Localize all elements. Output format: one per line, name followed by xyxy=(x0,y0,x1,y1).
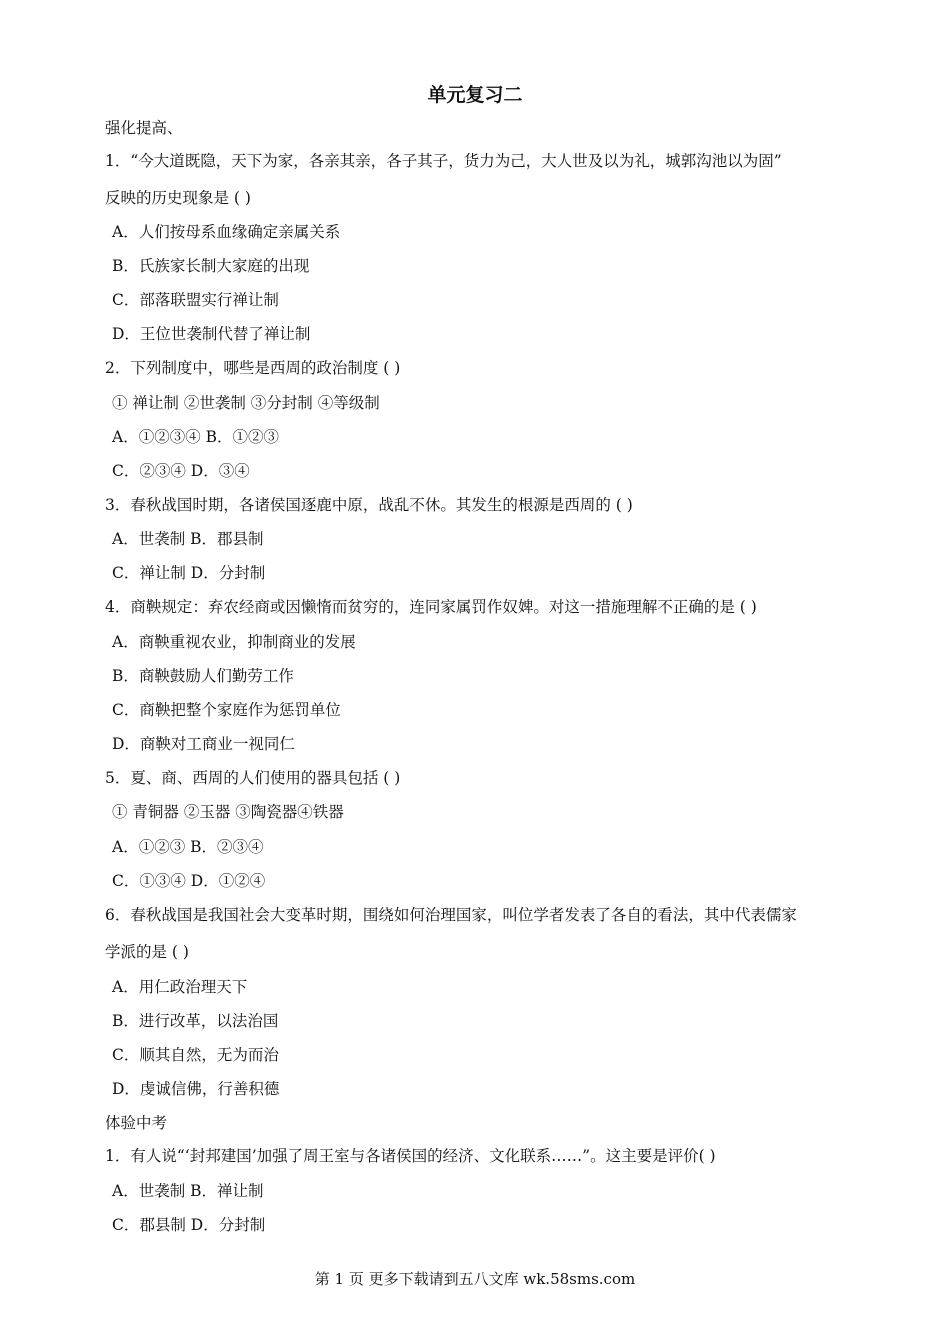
question-5-options-cd: C．①③④ D．①②④ xyxy=(112,872,266,890)
question-3-options-cd: C．禅让制 D．分封制 xyxy=(112,564,266,582)
question-5-options-ab: A．①②③ B．②③④ xyxy=(112,838,264,856)
question-1-stem-cont: 反映的历史现象是 ( ) xyxy=(105,189,251,207)
question-6-option-c: C．顺其自然，无为而治 xyxy=(112,1046,279,1064)
section-heading-exam: 体验中考 xyxy=(105,1114,168,1132)
question-1-option-b: B．氏族家长制大家庭的出现 xyxy=(112,257,310,275)
question-4-option-c: C．商鞅把整个家庭作为惩罚单位 xyxy=(112,701,341,719)
question-1-option-c: C．部落联盟实行禅让制 xyxy=(112,291,279,309)
question-3-stem: 3．春秋战国时期，各诸侯国逐鹿中原，战乱不休。其发生的根源是西周的 ( ) xyxy=(105,496,633,514)
question-6-stem-cont: 学派的是 ( ) xyxy=(105,943,189,961)
question-2-options-ab: A．①②③④ B．①②③ xyxy=(112,428,280,446)
question-2-items: ① 禅让制 ②世袭制 ③分封制 ④等级制 xyxy=(112,394,380,412)
question-1-option-a: A．人们按母系血缘确定亲属关系 xyxy=(112,223,341,241)
question-4-option-d: D．商鞅对工商业一视同仁 xyxy=(112,735,295,753)
question-6-option-d: D．虔诚信佛，行善积德 xyxy=(112,1080,280,1098)
exam-question-1-options-cd: C．郡县制 D．分封制 xyxy=(112,1216,266,1234)
exam-question-1-options-ab: A．世袭制 B．禅让制 xyxy=(112,1182,264,1200)
question-1-option-d: D．王位世袭制代替了禅让制 xyxy=(112,325,311,343)
question-6-option-a: A．用仁政治理天下 xyxy=(112,978,248,996)
section-heading: 强化提高、 xyxy=(105,119,183,137)
exam-question-1-stem: 1．有人说“‘封邦建国’加强了周王室与各诸侯国的经济、文化联系……”。这主要是评价( ) xyxy=(105,1147,716,1165)
question-6-option-b: B．进行改革，以法治国 xyxy=(112,1012,279,1030)
question-4-option-b: B．商鞅鼓励人们勤劳工作 xyxy=(112,667,294,685)
question-4-stem: 4．商鞅规定：弃农经商或因懒惰而贫穷的，连同家属罚作奴婢。对这一措施理解不正确的是 ( ) xyxy=(105,598,757,616)
question-6-stem: 6．春秋战国是我国社会大变革时期，围绕如何治理国家，叫位学者发表了各自的看法，其中代表儒家 xyxy=(105,906,797,924)
page-title: 单元复习二 xyxy=(427,84,523,106)
question-1-stem: 1．“今大道既隐，天下为家，各亲其亲，各子其子，货力为己，大人世及以为礼，城郭沟池以为固” xyxy=(105,152,782,170)
page-footer: 第 1 页 更多下载请到五八文库 wk.58sms.com xyxy=(314,1270,636,1288)
question-2-stem: 2．下列制度中，哪些是西周的政治制度 ( ) xyxy=(105,359,401,377)
question-5-items: ① 青铜器 ②玉器 ③陶瓷器④铁器 xyxy=(112,803,344,821)
question-2-options-cd: C．②③④ D．③④ xyxy=(112,462,250,480)
question-3-options-ab: A．世袭制 B．郡县制 xyxy=(112,530,264,548)
question-5-stem: 5．夏、商、西周的人们使用的器具包括 ( ) xyxy=(105,769,401,787)
question-4-option-a: A．商鞅重视农业，抑制商业的发展 xyxy=(112,633,356,651)
